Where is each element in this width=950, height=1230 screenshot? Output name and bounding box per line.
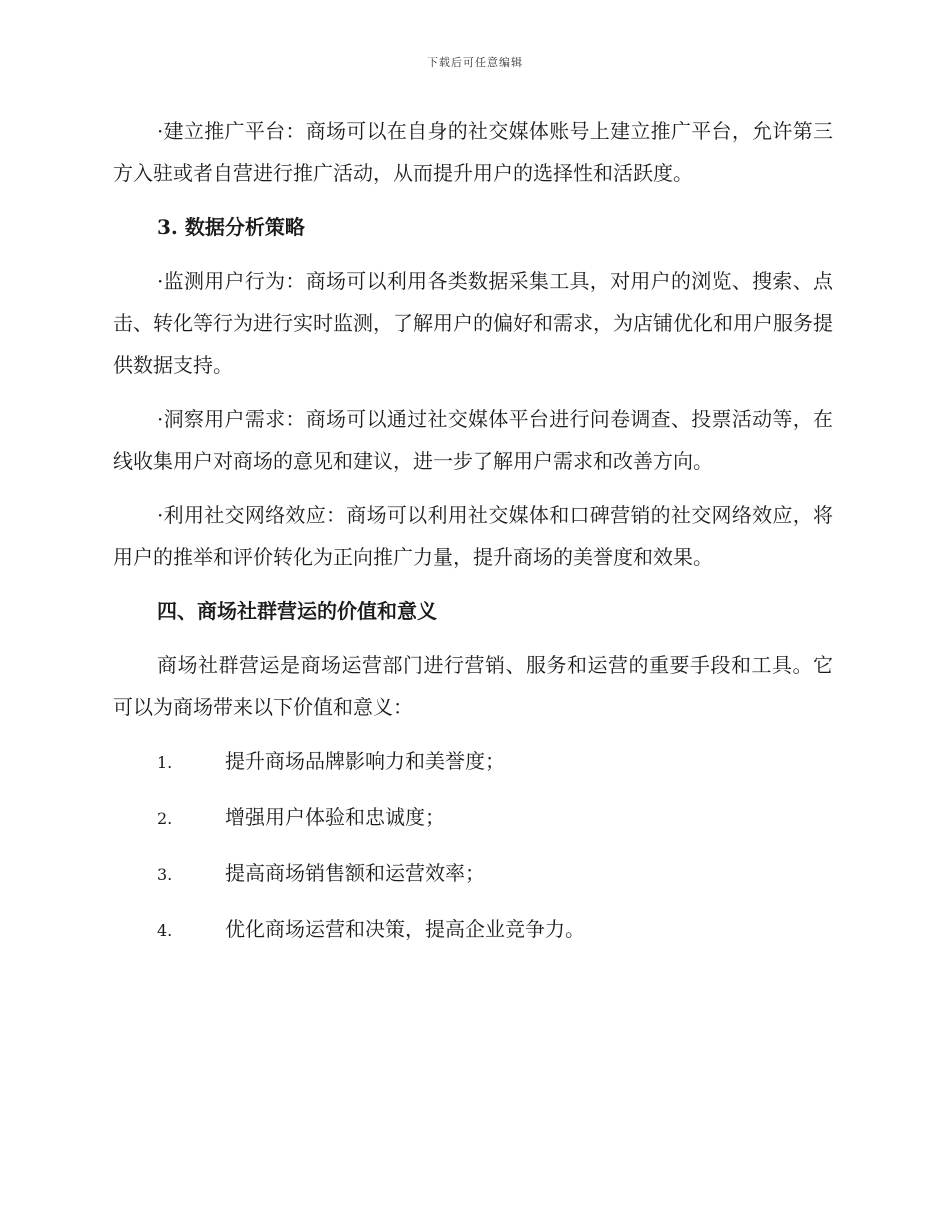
list-number: 1. (157, 753, 173, 772)
list-number: 2. (157, 809, 173, 828)
section-heading-value: 四、商场社群营运的价值和意义 (157, 599, 437, 623)
document-body (113, 110, 833, 964)
paragraph-network-effect: ·利用社交网络效应：商场可以利用社交媒体和口碑营销的社交网络效应，将用户的推举和评价转化为正向推广力量，提升商场的美誉度和效果。 (113, 503, 833, 569)
list-text: 提高商场销售额和运营效率； (225, 861, 485, 885)
paragraph-promotion-platform: ·建立推广平台：商场可以在自身的社交媒体账号上建立推广平台，允许第三方入驻或者自营进行推广活动，从而提升用户的选择性和活跃度。 (113, 119, 833, 185)
list-item (113, 796, 833, 840)
list-item (113, 740, 833, 784)
paragraph-user-insights: ·洞察用户需求：商场可以通过社交媒体平台进行问卷调查、投票活动等，在线收集用户对商场的意见和建议，进一步了解用户需求和改善方向。 (113, 407, 833, 473)
page-header: 下载后可任意编辑 (427, 56, 523, 69)
list-text: 提升商场品牌影响力和美誉度； (225, 749, 505, 773)
paragraph-value-intro: 商场社群营运是商场运营部门进行营销、服务和运营的重要手段和工具。它可以为商场带来以下价值和意义： (113, 653, 833, 719)
list-number: 4. (157, 921, 173, 940)
list-item (113, 852, 833, 896)
list-text: 优化商场运营和决策，提高企业竞争力。 (225, 917, 585, 941)
list-item (113, 908, 833, 952)
section-heading-data-analysis: 3. 数据分析策略 (157, 215, 305, 239)
list-number: 3. (157, 865, 173, 884)
value-list (113, 740, 833, 952)
list-text: 增强用户体验和忠诚度； (225, 805, 445, 829)
paragraph-monitor-behavior: ·监测用户行为：商场可以利用各类数据采集工具，对用户的浏览、搜索、点击、转化等行为进行实时监测，了解用户的偏好和需求，为店铺优化和用户服务提供数据支持。 (113, 269, 833, 377)
